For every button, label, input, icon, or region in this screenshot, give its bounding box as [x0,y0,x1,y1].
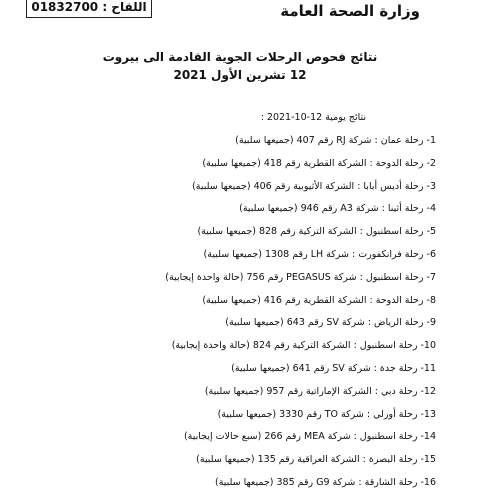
report-date: 12 تشرين الأول 2021 [173,68,307,82]
list-item: 4- رحلة أثينا : شركة A3 رقم 946 (جميعها سلبية) [239,203,436,215]
daily-results-label: نتائج يومية 12-10-2021 : [260,112,366,123]
list-item: 15- رحلة البصرة : الشركة العراقية رقم 135 (جميعها سلبية) [196,454,436,466]
list-item: 2- رحلة الدوحة : الشركة القطرية رقم 418 (جميعها سلبية) [202,157,436,169]
list-item: 12- رحلة دبي : الشركة الإماراتية رقم 957 (جميعها سلبية) [204,385,436,397]
list-item: 7- رحلة اسطنبول : شركة PEGASUS رقم 756 (حالة واحدة إيجابية) [165,271,436,283]
list-item: 6- رحلة فرانكفورت : شركة LH رقم 1308 (جميعها سلبية) [203,248,436,260]
ministry-name: وزارة الصحة العامة [280,2,420,20]
list-item: 10- رحلة اسطنبول : الشركة التركية رقم 824 (حالة واحدة إيجابية) [171,340,436,352]
vaccine-number-box: اللقاح : 01832700 [26,0,152,18]
list-item: 8- رحلة الدوحة : الشركة القطرية رقم 416 (جميعها سلبية) [202,294,436,306]
list-item: 16- رحلة الشارقة : شركة G9 رقم 385 (جميعها سلبية) [215,476,436,488]
list-item: 3- رحلة أديس أبابا : الشركة الأثيوبية رقم 406 (جميعها سلبية) [192,180,436,192]
list-item: 9- رحلة الرياض : شركة SV رقم 643 (جميعها سلبية) [225,317,436,329]
list-item: 5- رحلة اسطنبول : الشركة التركية رقم 828 (جميعها سلبية) [197,226,436,238]
list-item: 11- رحلة جدة : شركة SV رقم 641 (جميعها سلبية) [231,362,436,374]
report-title: نتائج فحوص الرحلات الجوية القادمة الى بيروت [102,50,378,64]
list-item: 14- رحلة اسطنبول : شركة MEA رقم 266 (سبع حالات إيجابية) [183,431,436,443]
list-item: 13- رحلة أورلي : شركة TO رقم 3330 (جميعها سلبية) [217,408,436,420]
flight-results-list [165,130,436,495]
list-item: 1- رحلة عمان : شركة RJ رقم 407 (جميعها سلبية) [235,135,436,146]
